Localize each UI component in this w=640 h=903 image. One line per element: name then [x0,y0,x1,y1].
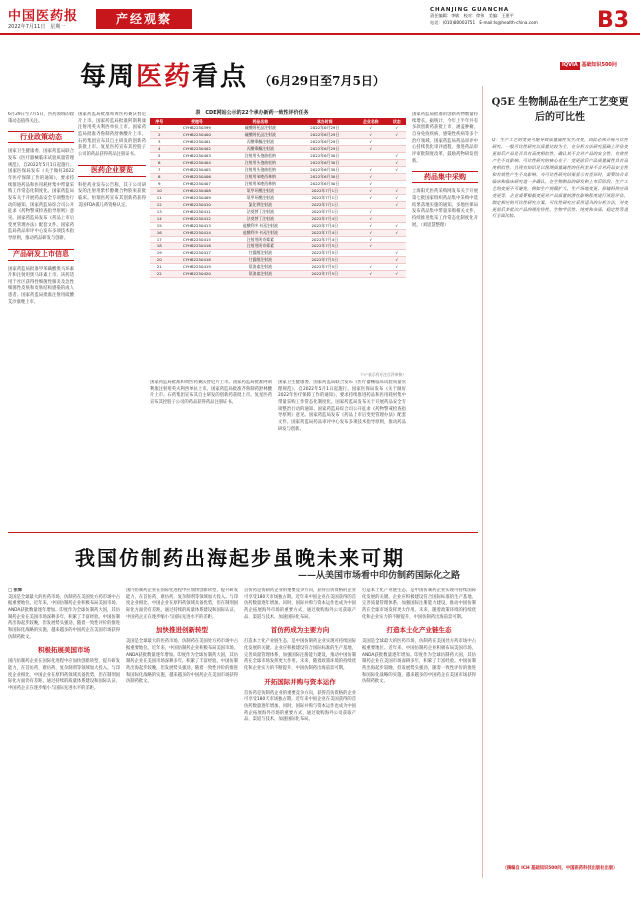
article-body: 美国是全球最大的医药市场，仿制药在美国处方药市场中占据重要地位。近年来，中国仿制药企业积极布局美国市场，ANDA获批数量逐年增加。印度作为全球仿制药大国，其仿制药企业在美国市场深耕多年，积累了丰富经验。中国仿制药出海起步较晚，但发展势头强劲，随着一致性评价的推进和国际化战略的实施，越来越多的中国药企在美国市场获得仿制药批文。 [362,639,476,685]
table-cell: 氨甲环酸注射液 [225,194,295,201]
table-cell: 2022年7月4日 [295,215,354,222]
article-body: 打造本土化产业链生态，是中国仿制药企业实现可持续国际化发展的关键。企业应积极建设符合国际标准的生产基地，完善质量管理体系，加强国际注册能力建设，推动中国仿制药在全球市场发挥更大作用。未来，随着政策环境的持续优化和企业实力的不断提升，中国仿制药出海前景可期。 [244,639,356,671]
table-cell: CYHB2250415 [169,236,226,243]
table-row [150,222,406,229]
section-heading: 行业政策动态 [8,131,74,143]
table-cell: √ [387,153,406,160]
table-row [150,257,406,264]
mid-column-text-2 [278,380,406,522]
article-headline: 我国仿制药出海起步虽晚未来可期 [75,546,405,570]
table-cell: 9 [150,181,169,188]
table-header-cell: 企业名称 [354,118,387,125]
table-cell: 硫酸阿托品注射液 [225,132,295,139]
table-cell: CYHB2250410 [169,201,226,208]
section-body: 上海阳光医药采购网发布关于开展第七批国家组织药品集中采购中选结果落地实施的通知。多地医保局发布药品集中带量采购相关文件，持续推进集采工作常态化制度化开展。（刘思慧整理） [412,189,478,228]
table-cell: CYHB2250411 [169,208,226,215]
table-cell: 氨溴索注射液 [225,271,295,278]
table-cell: √ [354,187,387,194]
table-cell: 丙酸睾酮注射液 [225,146,295,153]
table-cell [387,139,406,146]
column-body: 国家药监局批准和黄医药赛沃替尼片上市。国家药监局批准阿斯利康注射用英夫利西单抗上市。国家药监局批准齐鲁制药舒林酸片上市。石药集团宣布其自主研发的创新药获批上市。复星医药宣布其控股子公司的药品获得药品注册证书。 [150,380,272,405]
article-column-4 [362,588,476,888]
table-title: 表 CDE网站公示的22个承办新药一致性评价任务 [195,110,309,116]
table-cell: 2022年7月1日 [295,201,354,208]
table-cell: 22 [150,271,169,278]
table-cell: CYHB2250409 [169,194,226,201]
table-row [150,243,406,250]
table-cell: 2022年7月4日 [295,236,354,243]
article-subheading: 开拓国际并购与资本运作 [264,677,336,686]
newspaper-logo: 中国医药报 [8,9,79,24]
table-cell: 注射用苯唑西林钠 [225,174,295,181]
table-row [150,146,406,153]
table-cell: 10 [150,187,169,194]
table-cell: 15 [150,222,169,229]
table-note: （"√"表示有专注点评审核） [358,372,406,377]
section-body: 国家卫生健康委、国家药监局联合发布《医疗器械临床试验质量管理规范》，自2022年5月1日起施行。国家医保局发布《关于做好2022年医疗保障工作的通知》，要求持续推进药品和医用耗材集中带量采购工作常态化制度化。国家药监局发布关于开展药品安全专项整治行动的通知。国家药监局综合司公开征求《药物警戒检查指导原则》意见。国家药监局发布《药品上市后变更管理办法》配套文件。国家药监局药品审评中心发布多项技术指导原则，推动药品研发与创新。 [8,149,74,241]
article-subheading: 首仿药成为主要方向 [270,626,330,635]
column-body: 国家药监局批准和黄医药赛沃替尼片上市。国家药监局批准阿斯利康注射用英夫利西单抗上市。国家药监局批准齐鲁制药舒林酸片上市。石药集团宣布其自主研发的创新药获批上市。复星医药宣布其控股子公司的药品获得药品注册证书。 [78,112,146,157]
article-byline: □ 张辉 [8,588,23,593]
table-cell: √ [354,229,387,236]
table-row [150,167,406,174]
article-body: 美国是全球最大的医药市场，仿制药在美国处方药市场中占据重要地位。近年来，中国仿制药企业积极布局美国市场，ANDA获批数量逐年增加。印度作为全球仿制药大国，其仿制药企业在美国市场深耕多年，积累了丰富经验。中国仿制药出海起步较晚，但发展势头强劲，随着一致性评价的推进和国际化战略的实施，越来越多的中国药企在美国市场获得仿制药批文。 [126,639,238,685]
article-subheading: 打造本土化产业链生态 [386,626,452,635]
contact-line: 电话：(010)80003751 E-mail:ls@health-china.com [430,19,538,25]
table-cell: √ [354,236,387,243]
table-row [150,208,406,215]
table-body [150,125,406,278]
column-body: 国家卫生健康委、国家药监局联合发布《医疗器械临床试验质量管理规范》，自2022年5月1日起施行。国家医保局发布《关于做好2022年医疗保障工作的通知》，要求持续推进药品和医用耗材集中带量采购工作常态化制度化。国家药监局发布关于开展药品安全专项整治行动的通知。国家药监局综合司公开征求《药物警戒检查指导原则》意见。国家药监局发布《药品上市后变更管理办法》配套文件。国家药监局药品审评中心发布多项技术指导原则，推动药品研发与创新。 [278,380,406,432]
table-row [150,181,406,188]
table-cell: CYHB2250418 [169,257,226,264]
table-cell: √ [387,132,406,139]
table-row [150,264,406,271]
table-cell: √ [354,222,387,229]
table-cell: √ [387,222,406,229]
table-cell: 2022年6月29日 [295,132,354,139]
sidebar-logo [560,62,617,70]
table-cell: 2022年7月1日 [295,194,354,201]
table-cell: √ [354,264,387,271]
article-body: 国内仿制药企业在国际化进程中应加快创新转型，提升研发能力，在首仿药、难仿药、复杂制剂等领域加大投入。与印度企业相比，中国企业在原料药领域具备优势，但在制剂国际化方面仍有差距。通过持续的质量体系建设和国际认证，中国药企正在逐步缩小与国际先进水平的差距。 [8,659,120,691]
headline-dates: （6月29日至7月5日） [259,74,385,88]
table-cell: √ [354,167,387,174]
table-cell: 甘露醇注射液 [225,250,295,257]
table-cell: CYHB2250403 [169,153,226,160]
table-cell: CYHB2250400 [169,132,226,139]
table-cell: 2022年6月29日 [295,125,354,132]
table-cell: √ [354,132,387,139]
table-cell: 盐酸利多卡因注射液 [225,222,295,229]
article-subheading: 积极拓展美国市场 [38,646,90,655]
table-cell: 法莫替丁注射液 [225,208,295,215]
table-cell: 5 [150,153,169,160]
article-column-1 [8,588,120,888]
table-cell: √ [387,250,406,257]
article-column-3 [244,588,356,888]
table-cell: CYHB2250401 [169,139,226,146]
table-cell: CYHB2250406 [169,174,226,181]
table-cell: CYHB2250404 [169,160,226,167]
table-cell: 19 [150,250,169,257]
article-column-2 [126,588,238,888]
table-cell: 注射用头孢曲松钠 [225,160,295,167]
article-body: 国内仿制药企业在国际化进程中应加快创新转型，提升研发能力，在首仿药、难仿药、复杂制剂等领域加大投入。与印度企业相比，中国企业在原料药领域具备优势，但在制剂国际化方面仍有差距。通过持续的质量体系建设和国际认证，中国药企正在逐步缩小与国际先进水平的差距。 [126,588,238,620]
table-row [150,215,406,222]
table-cell: √ [354,271,387,278]
table-cell: 注射用阿奇霉素 [225,236,295,243]
article-body: 首仿药是仿制药企业的重要竞争方向，获得首仿资格的企业可享受180天市场独占期。近年来中国企业在美国获得的首仿药数量逐年增加。同时，国际并购与资本运作也成为中国药企拓展海外市场的重要方式，通过收购海外公司获取产品、渠道与技术，加速国际化布局。 [244,588,356,620]
table-cell: √ [387,194,406,201]
table-cell [387,236,406,243]
section-tag: 产经观察 [96,9,192,29]
table-cell: 13 [150,208,169,215]
table-cell: 20 [150,257,169,264]
table-cell: 2022年6月30日 [295,160,354,167]
section-brand-en: CHANJING GUANCHA [430,7,510,13]
table-cell: 2022年7月5日 [295,257,354,264]
editor-line: 责任编辑：李敏 校对：徐伟 美编：王建平 [430,13,514,18]
table-row [150,271,406,278]
table-cell: 2022年7月4日 [295,222,354,229]
table-cell: CYHB2250413 [169,222,226,229]
table-cell: 3 [150,139,169,146]
table-cell: 2022年6月30日 [295,153,354,160]
table-row [150,250,406,257]
table-cell: 11 [150,194,169,201]
table-cell [354,153,387,160]
table-cell: 注射用头孢曲松钠 [225,167,295,174]
article-body: 首仿药是仿制药企业的重要竞争方向，获得首仿资格的企业可享受180天市场独占期。近年来中国企业在美国获得的首仿药数量逐年增加。同时，国际并购与资本运作也成为中国药企拓展海外市场的重要方式，通过收购海外公司获取产品、渠道与技术，加速国际化布局。 [244,690,356,723]
sidebar-logo-text: 基础知识500问 [581,62,617,68]
table-cell [354,160,387,167]
table-cell: √ [387,257,406,264]
table-cell: 盐酸利多卡因注射液 [225,229,295,236]
table-row [150,132,406,139]
table-cell: √ [387,167,406,174]
table-cell: √ [387,201,406,208]
table-cell: 氯化钾注射液 [225,201,295,208]
table-cell [387,215,406,222]
table-cell [387,208,406,215]
article-divider [8,532,478,533]
table-cell: √ [387,160,406,167]
table-cell: √ [354,174,387,181]
table-cell: 氨甲环酸注射液 [225,187,295,194]
left-column-2 [78,112,146,522]
table-cell: CYHB2250408 [169,187,226,194]
sidebar-badge: IQVIA [562,62,578,68]
table-cell [354,250,387,257]
table-cell: √ [387,125,406,132]
table-cell: 2022年7月5日 [295,271,354,278]
table-row [150,153,406,160]
table-header-cell: 序号 [150,118,169,125]
table-row [150,194,406,201]
table-cell: 14 [150,215,169,222]
table-cell: 2022年6月29日 [295,146,354,153]
table-cell: √ [354,194,387,201]
table-header-row [150,118,406,125]
section-heading: 医药企业要览 [78,165,146,177]
table-cell: CYHB2250405 [169,167,226,174]
table-cell: 注射用苯唑西林钠 [225,181,295,188]
table-cell: 2022年7月5日 [295,264,354,271]
table-cell: 1 [150,125,169,132]
table-cell: 硫酸阿托品注射液 [225,125,295,132]
table-cell: 丙酸睾酮注射液 [225,139,295,146]
article-body: 打造本土化产业链生态，是中国仿制药企业实现可持续国际化发展的关键。企业应积极建设符合国际标准的生产基地，完善质量管理体系，加强国际注册能力建设，推动中国仿制药在全球市场发挥更大作用。未来，随着政策环境的持续优化和企业实力的不断提升，中国仿制药出海前景可期。 [362,588,476,620]
section-body: 科伦药业发布公告称，其子公司研发的注射用紫杉醇聚合物胶束获批临床。恒瑞医药宣布其创新药获得美国FDA孤儿药资格认定。 [78,182,146,208]
section-heading: 药品集中采购 [412,171,478,183]
sidebar-footer: （摘编自 ICH 基础知识500问，中国医药科技出版社出版） [502,866,618,871]
table-cell: 6 [150,160,169,167]
column-body: 国家药监局批准的创新药物数量持续增长。据统计，今年上半年共有多款创新药获批上市，涵盖肿瘤、自身免疫疾病、感染性疾病等多个治疗领域。国家药监局药品审评中心持续优化审评流程，推进药品审评审批制度改革，鼓励药物研发创新。 [412,112,478,164]
table-cell [387,174,406,181]
table-row [150,187,406,194]
table-cell: √ [354,146,387,153]
table-row [150,229,406,236]
headline-post: 看点 [192,62,249,92]
table-cell: CYHB2250402 [169,146,226,153]
table-header-cell: 状态 [387,118,406,125]
table-cell [387,146,406,153]
issue-date: 2022年7月11日 星期一 [8,24,66,30]
table-cell: 8 [150,174,169,181]
table-cell: CYHB2250419 [169,264,226,271]
article-body: 美国是全球最大的医药市场，仿制药在美国处方药市场中占据重要地位。近年来，中国仿制药企业积极布局美国市场，ANDA获批数量逐年增加。印度作为全球仿制药大国，其仿制药企业在美国市场深耕多年，积累了丰富经验。中国仿制药出海起步较晚，但发展势头强劲，随着一致性评价的推进和国际化战略的实施，越来越多的中国药企在美国市场获得仿制药批文。 [8,594,120,640]
table-cell: √ [387,264,406,271]
table-cell: √ [354,208,387,215]
table-cell: 4 [150,146,169,153]
table-cell: 2022年6月30日 [295,167,354,174]
table-cell: √ [387,229,406,236]
article-subheadline: ——从美国市场看中印仿制药国际化之路 [297,571,460,581]
table-cell: 2022年6月30日 [295,181,354,188]
header-rule [0,33,640,35]
table-cell [354,201,387,208]
table-cell: √ [387,271,406,278]
table-cell: √ [354,139,387,146]
table-cell: 注射用阿奇霉素 [225,243,295,250]
table-cell [354,257,387,264]
table-cell: 2022年6月30日 [295,174,354,181]
sidebar-body: Q：生产工艺的变更可能导致质量属性发生改变，因此必须开展可比性研究。一般可比性研究以质量比较为主，在分析方法研究基础上评估变更前后产品是否具有高度相似性，确认其不会对产品的安全性、有效性产生不良影响。可比性研究的核心在于：变更前后产品质量属性具有高度相似性，且现有知识足以预测质量属性的任何差异不会对药品安全性和有效性产生不良影响。当可比性研究结果显示有差异时，需要结合非临床和临床研究进一步确认。在生物制品的研发和上市后阶段，生产工艺的变更不可避免，例如生产规模扩大、生产场地变更、原辅料供应商变更等，企业需要根据变更对产品质量的潜在影响程度进行风险评估，制定相应的可比性研究方案。可比性研究应采用适当的分析方法，对变更前后多批次产品的理化特性、生物学活性、纯度和杂质、稳定性等进行全面比较。 [492,138,628,220]
mid-column-text [150,380,272,522]
table-cell: CYHB2250407 [169,181,226,188]
table-cell: 氨溴索注射液 [225,264,295,271]
table-cell [387,243,406,250]
page-number: B3 [597,8,630,33]
table-cell: 18 [150,243,169,250]
table-header-cell: 承办时间 [295,118,354,125]
table-row [150,125,406,132]
table-cell: 2022年7月5日 [295,250,354,257]
table-row [150,236,406,243]
table-cell: CYHB2250420 [169,271,226,278]
table-cell: CYHB2250412 [169,215,226,222]
table-cell: 2 [150,132,169,139]
editor-info [430,13,590,26]
table-header-cell: 药品名称 [225,118,295,125]
table-cell: √ [354,125,387,132]
table-cell: 法莫替丁注射液 [225,215,295,222]
right-news-column [412,112,478,522]
headline-accent: 医药 [136,62,193,92]
table-cell: CYHB2250416 [169,243,226,250]
table-cell: 2022年7月1日 [295,208,354,215]
table-cell: 7 [150,167,169,174]
table-cell: 17 [150,236,169,243]
article-subheading: 加快推进创新转型 [156,626,208,635]
table-cell: 2022年7月1日 [295,187,354,194]
cde-task-table [150,118,406,278]
table-row [150,160,406,167]
table-cell [387,181,406,188]
table-cell: CYHB2250414 [169,229,226,236]
table-cell: √ [387,187,406,194]
intro-text: 6月29日至7月5日，医药领域的政策动态值得关注。 [8,112,74,124]
table-row [150,139,406,146]
table-cell: 2022年7月5日 [295,243,354,250]
table-cell: 2022年6月29日 [295,139,354,146]
table-cell: √ [354,215,387,222]
headline-pre: 每周 [80,62,137,92]
table-cell: 2022年7月4日 [295,229,354,236]
table-cell: 21 [150,264,169,271]
table-header-cell: 受理号 [169,118,226,125]
table-cell: 16 [150,229,169,236]
sidebar-title: Q5E 生物制品在生产工艺变更后的可比性 [491,97,629,123]
table-row [150,201,406,208]
table-cell: √ [354,181,387,188]
table-cell: √ [354,243,387,250]
table-cell: 12 [150,201,169,208]
left-column-1 [8,112,74,522]
table-cell: CYHB2250399 [169,125,226,132]
section-body: 国家药监局批准甲苯磺酸奥马环素片和注射用奥马环素上市，该药适用于社区获得性细菌性肺炎及急性细菌性皮肤和皮肤结构感染的成人患者。国家药监局批准注射用硫酸艾沙康唑上市。 [8,266,74,305]
table-row [150,174,406,181]
table-cell: CYHB2250417 [169,250,226,257]
section-heading: 产品研发上市信息 [8,249,74,261]
table-cell: 甘露醇注射液 [225,257,295,264]
table-cell: 注射用头孢曲松钠 [225,153,295,160]
page-headline [80,58,410,97]
